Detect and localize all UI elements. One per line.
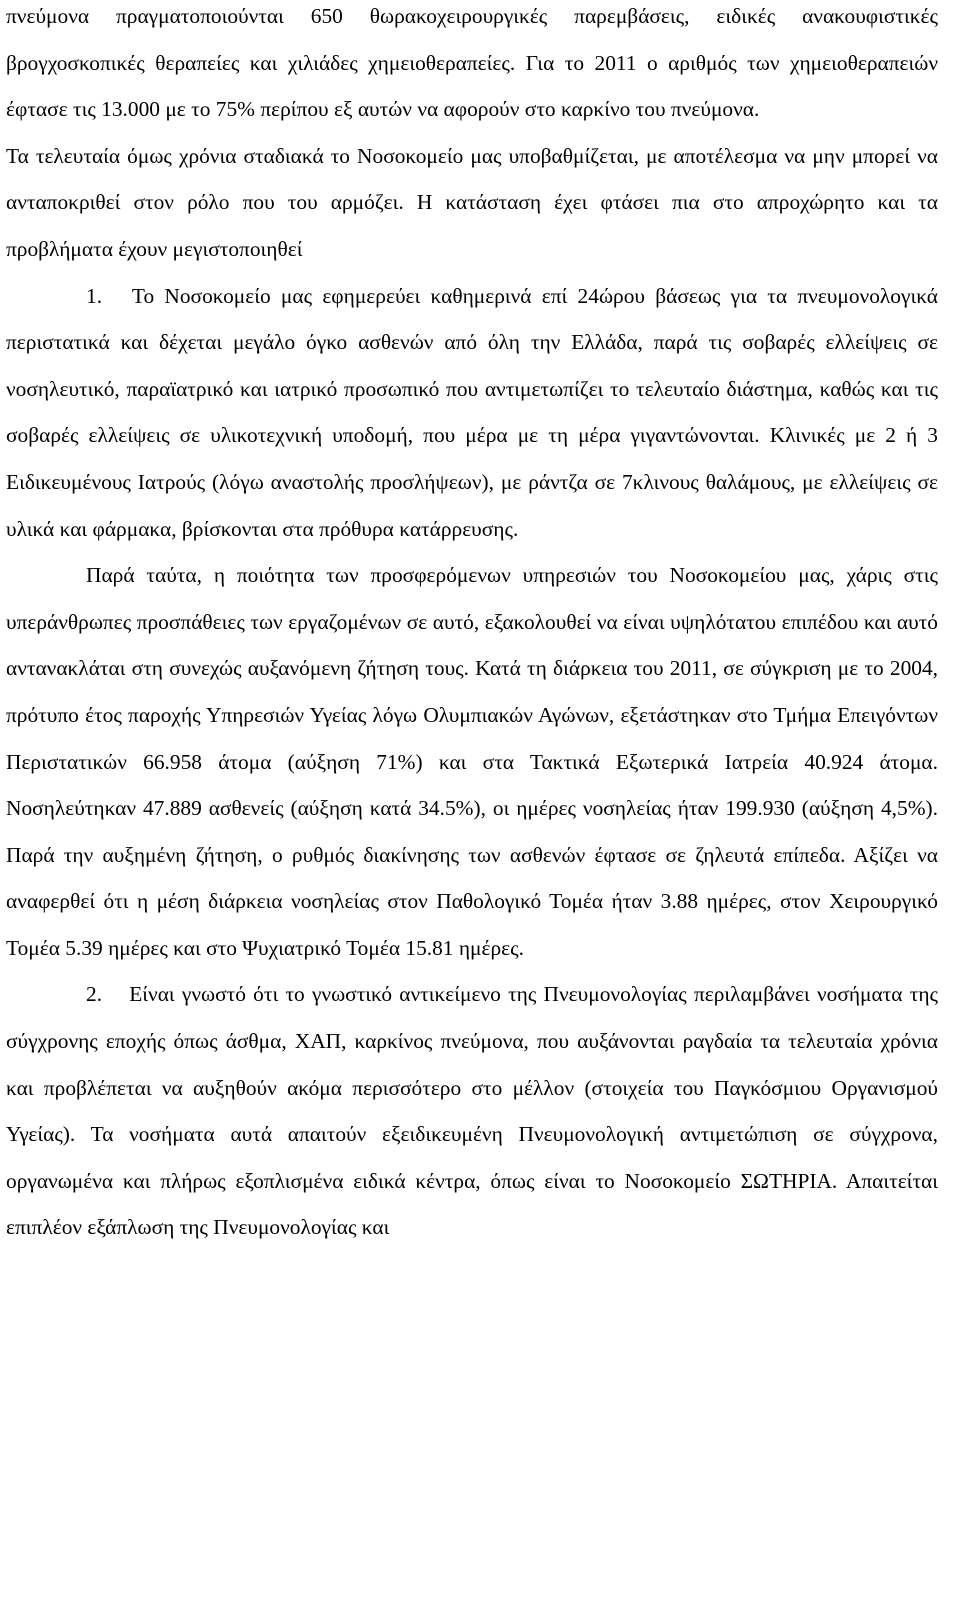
- numbered-paragraph-text: Το Νοσοκομείο μας εφημερεύει καθημερινά επί 24ώρου βάσεως για τα πνευμονολογικά περιστατικά και δέχεται μεγάλο όγκο ασθενών από όλη την Ελλάδα, παρά τις σοβαρές ελλείψεις σε νοσηλευτικό, παραϊατρικό και ιατρικό προσωπικό που αντιμετωπίζει το τελευταίο διάστημα, καθώς και τις σοβαρές ελλείψεις σε υλικοτεχνική υποδομή, που μέρα με τη μέρα γιγαντώνονται. Κλινικές με 2 ή 3 Ειδικευμένους Ιατρούς (λόγω αναστολής προσλήψεων), με ράντζα σε 7κλινους θαλάμους, με ελλείψεις σε υλικά και φάρμακα, βρίσκονται στα πρόθυρα κατάρρευσης.: [6, 283, 938, 541]
- paragraph-quality-statistics: Παρά ταύτα, η ποιότητα των προσφερόμενων υπηρεσιών του Νοσοκομείου μας, χάρις στις υπεράνθρωπες προσπάθειες των εργαζομένων σε αυτό, εξακολουθεί να είναι υψηλότατου επιπέδου και αυτό αντανακλάται στη συνεχώς αυξανόμενη ζήτηση τους. Κατά τη διάρκεια του 2011, σε σύγκριση με το 2004, πρότυπο έτος παροχής Υπηρεσιών Υγείας λόγω Ολυμπιακών Αγώνων, εξετάστηκαν στο Τμήμα Επειγόντων Περιστατικών 66.958 άτομα (αύξηση 71%) και στα Τακτικά Εξωτερικά Ιατρεία 40.924 άτομα. Νοσηλεύτηκαν 47.889 ασθενείς (αύξηση κατά 34.5%), οι ημέρες νοσηλείας ήταν 199.930 (αύξηση 4,5%). Παρά την αυξημένη ζήτηση, ο ρυθμός διακίνησης των ασθενών έφτασε σε ζηλευτά επίπεδα. Αξίζει να αναφερθεί ότι η μέση διάρκεια νοσηλείας στον Παθολογικό Τομέα ήταν 3.88 ημέρες, στον Χειρουργικό Τομέα 5.39 ημέρες και στο Ψυχιατρικό Τομέα 15.81 ημέρες.: [6, 563, 938, 960]
- list-number: 2.: [86, 982, 103, 1007]
- numbered-paragraph-1: [6, 273, 938, 553]
- paragraph-degradation: Τα τελευταία όμως χρόνια σταδιακά το Νοσοκομείο μας υποβαθμίζεται, με αποτέλεσμα να μην μπορεί να ανταποκριθεί στον ρόλο που του αρμόζει. Η κατάσταση έχει φτάσει πια στο απροχώρητο και τα προβλήματα έχουν μεγιστοποιηθεί: [6, 143, 938, 261]
- list-number: 1.: [86, 283, 103, 308]
- numbered-paragraph-text: Είναι γνωστό ότι το γνωστικό αντικείμενο της Πνευμονολογίας περιλαμβάνει νοσήματα της σύγχρονης εποχής όπως άσθμα, ΧΑΠ, καρκίνος πνεύμονα, που αυξάνονται ραγδαία τα τελευταία χρόνια και προβλέπεται να αυξηθούν ακόμα περισσότερο στο μέλλον (στοιχεία του Παγκόσμιου Οργανισμού Υγείας). Τα νοσήματα αυτά απαιτούν εξειδικευμένη Πνευμονολογική αντιμετώπιση σε σύγχρονα, οργανωμένα και πλήρως εξοπλισμένα ειδικά κέντρα, όπως είναι το Νοσοκομείο ΣΩΤΗΡΙΑ. Απαιτείται επιπλέον εξάπλωση της Πνευμονολογίας και: [6, 982, 938, 1240]
- paragraph-continuation: πνεύμονα πραγματοποιούνται 650 θωρακοχειρουργικές παρεμβάσεις, ειδικές ανακουφιστικές βρογχοσκοπικές θεραπείες και χιλιάδες χημειοθεραπείες. Για το 2011 ο αριθμός των χημειοθεραπειών έφτασε τις 13.000 με το 75% περίπου εξ αυτών να αφορούν στο καρκίνο του πνεύμονα.: [6, 4, 938, 122]
- document-page: [6, 0, 938, 1251]
- numbered-paragraph-2: [6, 971, 938, 1251]
